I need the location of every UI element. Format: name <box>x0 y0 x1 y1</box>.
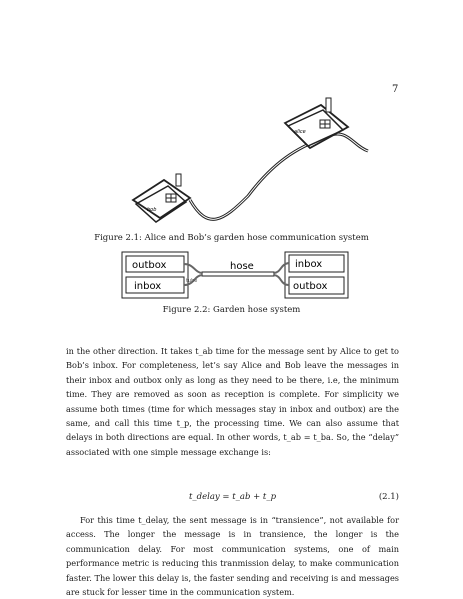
left-inbox-label: inbox <box>134 281 162 292</box>
tube-label: tube <box>186 278 198 284</box>
bob-label: bob <box>147 207 157 213</box>
alice-label: alice <box>294 129 306 135</box>
paragraph-2 <box>66 513 399 599</box>
figure-2-1-caption: Figure 2.1: Alice and Bob’s garden hose communication system <box>94 233 369 243</box>
paragraph-1 <box>66 344 399 459</box>
hose-curve <box>190 134 368 219</box>
left-outbox-label: outbox <box>132 260 167 271</box>
paragraph-1-text: in the other direction. It takes t_ab time for the message sent by Alice to get to Bob’s inbox. For completeness, let’s say Alice and Bob leave the messages in their inbox and outbox only as long as they need to be there, i.e, the minimum time. They are removed as soon as reception is complete. For simplicity we assume both times (time for which messages stay in inbox and outbox) are the same, and call this time t_p, the processing time. We can also assume that delays in both directions are equal. In other words, t_ab = t_ba. So, the “delay” associated with one simple message exchange is: <box>66 346 399 457</box>
equation-number: (2.1) <box>378 492 399 502</box>
paragraph-2-text: For this time t_delay, the sent message is in “transience”, not available for access. The longer the message is in transience, the longer is the communication delay. For most communication systems, one of main performance metric is reducing this tranmission delay, to make communication faster. The lower this delay is, the faster sending and receiving is and messages are stuck for lesser time in the communication system. <box>66 515 399 598</box>
figure-2-2-caption: Figure 2.2: Garden hose system <box>162 305 301 315</box>
garden-hose-illustration <box>128 96 378 230</box>
page-number: 7 <box>392 84 399 95</box>
equation-body: t_delay = t_ab + t_p <box>188 492 277 502</box>
equation-2-1 <box>66 492 399 506</box>
bob-house <box>133 174 190 222</box>
alice-house <box>285 98 348 148</box>
right-outbox-label: outbox <box>293 281 328 292</box>
hose-label: hose <box>230 261 254 272</box>
garden-hose-system-diagram <box>120 250 350 302</box>
right-inbox-label: inbox <box>295 259 323 270</box>
